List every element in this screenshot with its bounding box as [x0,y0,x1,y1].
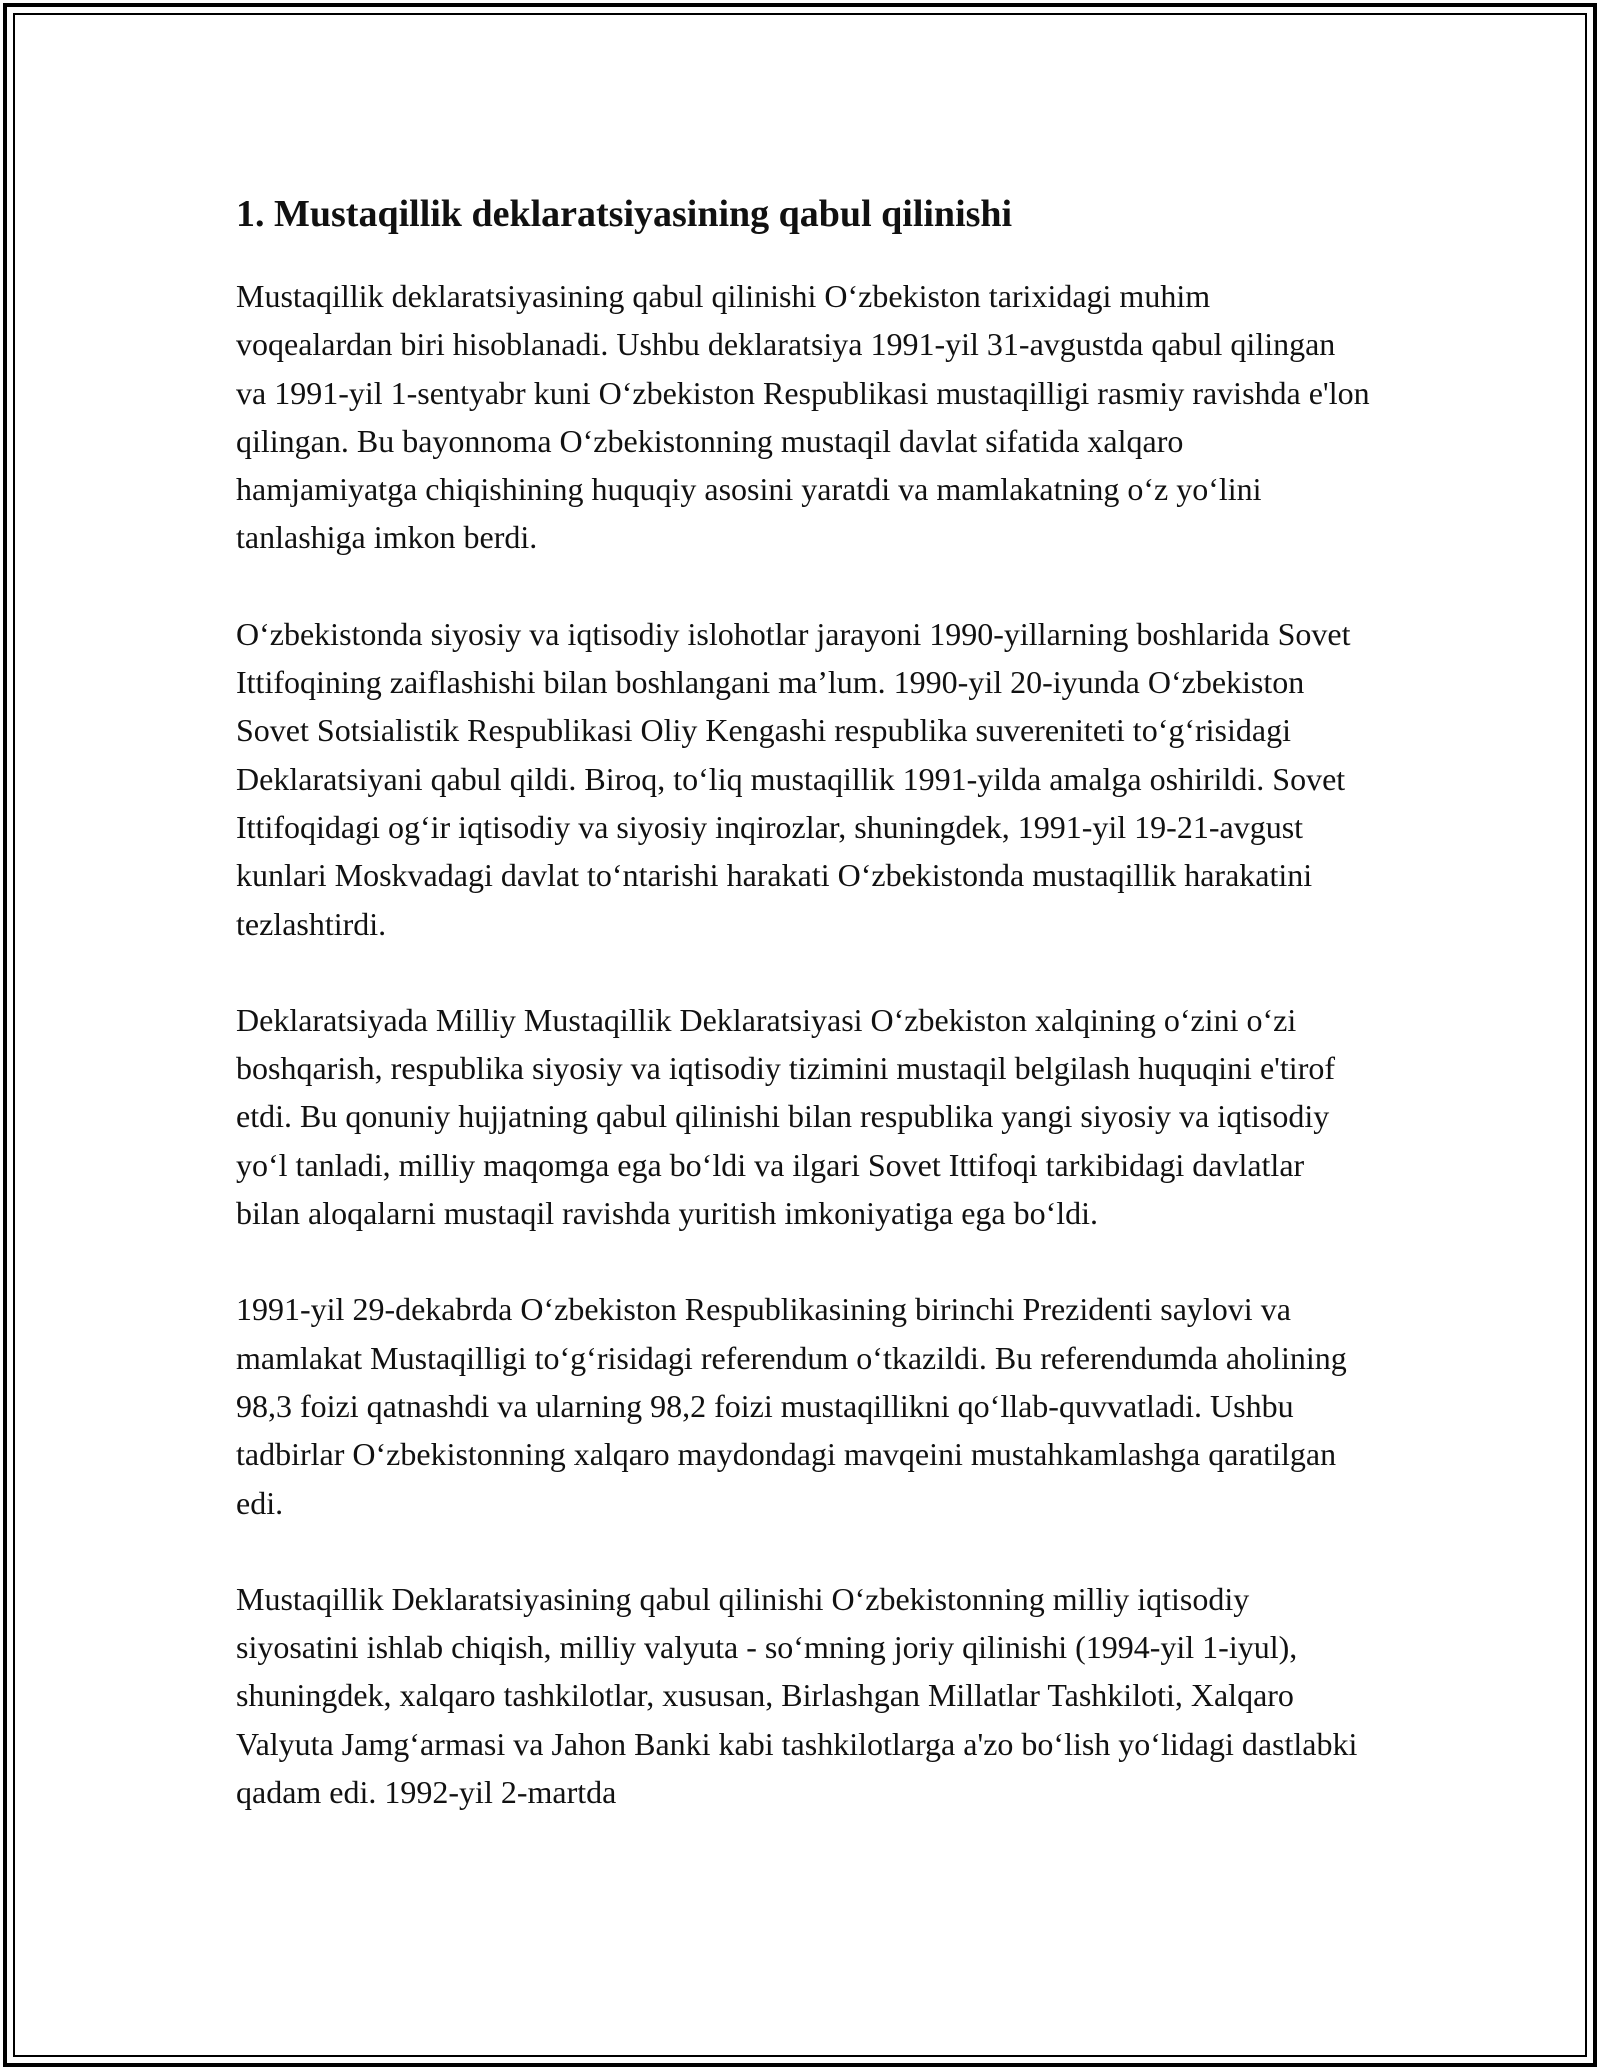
paragraph-4: 1991-yil 29-dekabrda O‘zbekiston Respublikasining birinchi Prezidenti saylovi va mamlakat Mustaqilligi to‘g‘risidagi referendum o‘tkazildi. Bu referendumda aholining 98,3 foizi qatnashdi va ularning 98,2 foizi mustaqillikni qo‘llab-quvvatladi. Ushbu tadbirlar O‘zbekistonning xalqaro maydondagi mavqeini mustahkamlashga qaratilgan edi. [236,1291,1347,1521]
paragraph-2: O‘zbekistonda siyosiy va iqtisodiy islohotlar jarayoni 1990-yillarning boshlarida Sovet Ittifoqining zaiflashishi bilan boshlangani ma’lum. 1990-yil 20-iyunda O‘zbekiston Sovet Sotsialistik Respublikasi Oliy Kengashi respublika suvereniteti to‘g‘risidagi Deklaratsiyani qabul qildi. Biroq, to‘liq mustaqillik 1991-yilda amalga oshirildi. Sovet Ittifoqidagi og‘ir iqtisodiy va siyosiy inqirozlar, shuningdek, 1991-yil 19-21-avgust kunlari Moskvadagi davlat to‘ntarishi harakati O‘zbekistonda mustaqillik harakatini tezlashtirdi. [236,615,1351,942]
paragraph-3: Deklaratsiyada Milliy Mustaqillik Deklaratsiyasi O‘zbekiston xalqining o‘zini o‘zi boshqarish, respublika siyosiy va iqtisodiy tizimini mustaqil belgilash huquqini e'tirof etdi. Bu qonuniy hujjatning qabul qilinishi bilan respublika yangi siyosiy va iqtisodiy yo‘l tanladi, milliy maqomga ega bo‘ldi va ilgari Sovet Ittifoqi tarkibidagi davlatlar bilan aloqalarni mustaqil ravishda yuritish imkoniyatiga ega bo‘ldi. [236,1001,1335,1232]
paragraph-5: Mustaqillik Deklaratsiyasining qabul qilinishi O‘zbekistonning milliy iqtisodiy siyosatini ishlab chiqish, milliy valyuta - so‘mning joriy qilinishi (1994-yil 1-iyul), shuningdek, xalqaro tashkilotlar, xususan, Birlashgan Millatlar Tashkiloti, Xalqaro Valyuta Jamg‘armasi va Jahon Banki kabi tashkilotlarga a'zo bo‘lish yo‘lidagi dastlabki qadam edi. 1992-yil 2-martda [236,1580,1358,1811]
document-body [236,186,1372,1864]
section-heading: 1. Mustaqillik deklaratsiyasining qabul qilinishi [236,193,1013,235]
paragraph-1: Mustaqillik deklaratsiyasining qabul qilinishi O‘zbekiston tarixidagi muhim voqealardan biri hisoblanadi. Ushbu deklaratsiya 1991-yil 31-avgustda qabul qilingan va 1991-yil 1-sentyabr kuni O‘zbekiston Respublikasi mustaqilligi rasmiy ravishda e'lon qilingan. Bu bayonnoma O‘zbekistonning mustaqil davlat sifatida xalqaro hamjamiyatga chiqishining huquqiy asosini yaratdi va mamlakatning o‘z yo‘lini tanlashiga imkon berdi. [236,278,1370,556]
